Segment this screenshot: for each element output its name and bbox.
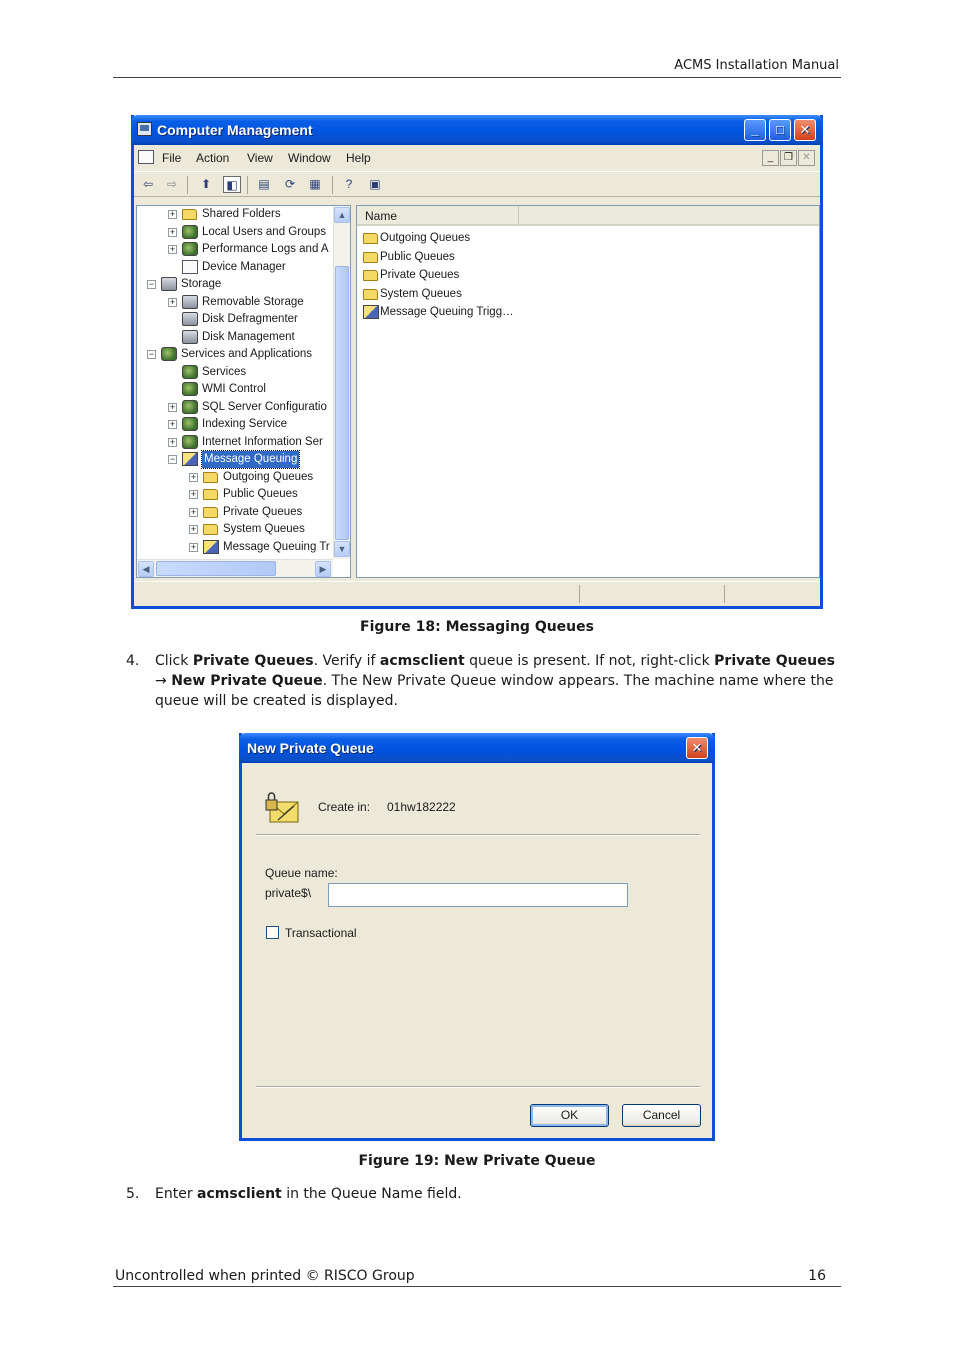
services-icon bbox=[182, 365, 198, 379]
tree-item[interactable] bbox=[137, 311, 332, 328]
queue-name-input[interactable] bbox=[328, 883, 628, 907]
menu-view[interactable]: View bbox=[247, 151, 273, 165]
tree-item[interactable] bbox=[137, 451, 332, 468]
collapse-icon[interactable]: − bbox=[148, 349, 155, 359]
step-5-text: Enter acmsclient in the Queue Name field. bbox=[155, 1186, 462, 1202]
scroll-thumb[interactable] bbox=[335, 266, 349, 540]
show-hide-tree-icon[interactable]: ◧ bbox=[223, 176, 241, 193]
tree-item-label[interactable]: Shared Folders bbox=[202, 208, 281, 220]
expand-icon[interactable]: + bbox=[190, 471, 197, 482]
tree-item[interactable] bbox=[137, 381, 332, 398]
message-queuing-icon bbox=[182, 452, 198, 466]
list-header bbox=[357, 206, 819, 226]
folder-icon bbox=[203, 489, 218, 500]
menu-bar bbox=[134, 145, 820, 171]
expand-icon[interactable]: + bbox=[169, 401, 176, 412]
expand-icon[interactable]: + bbox=[169, 419, 176, 429]
document-header bbox=[113, 57, 841, 78]
scroll-up-button[interactable]: ▲ bbox=[334, 207, 350, 223]
transactional-checkbox[interactable] bbox=[266, 926, 279, 939]
tree-item-label[interactable]: Storage bbox=[181, 278, 222, 290]
expand-icon[interactable]: + bbox=[190, 506, 197, 517]
queue-prefix: private$\ bbox=[265, 886, 312, 900]
help-icon[interactable]: ? bbox=[345, 177, 353, 191]
tree-horizontal-scrollbar[interactable] bbox=[137, 559, 333, 577]
scroll-down-button[interactable]: ▼ bbox=[334, 541, 350, 557]
tree-item[interactable] bbox=[137, 259, 332, 276]
maximize-button[interactable]: □ bbox=[769, 119, 791, 141]
details-pane bbox=[356, 205, 820, 578]
tree-item[interactable] bbox=[137, 504, 332, 521]
ok-button[interactable]: OK bbox=[530, 1104, 609, 1127]
document-footer bbox=[113, 1266, 841, 1287]
collapse-icon[interactable]: − bbox=[169, 454, 176, 464]
export-list-icon[interactable]: ▦ bbox=[309, 177, 321, 191]
dialog-separator-top bbox=[256, 834, 700, 836]
expand-icon[interactable]: + bbox=[169, 296, 176, 307]
tree-item[interactable] bbox=[137, 276, 332, 293]
list-item[interactable] bbox=[357, 304, 657, 321]
new-private-queue-dialog bbox=[239, 733, 715, 1141]
tree-item-label[interactable]: Message Queuing Tr bbox=[223, 540, 330, 553]
back-arrow-icon[interactable]: ⇦ bbox=[142, 177, 154, 191]
tree-item-label[interactable]: Disk Management bbox=[202, 330, 295, 343]
scroll-left-button[interactable]: ◀ bbox=[138, 561, 154, 577]
expand-icon[interactable]: + bbox=[190, 489, 197, 499]
tree-item[interactable] bbox=[137, 521, 332, 538]
manual-title: ACMS Installation Manual bbox=[674, 58, 839, 73]
step-4-text: Click Private Queues. Verify if acmsclient queue is present. If not, right-click Private Queues → New Private Queue. The New Private Queue window appears. The machine name where the queue will be created is displayed. bbox=[155, 653, 835, 709]
list-item[interactable] bbox=[357, 230, 657, 247]
page-number: 16 bbox=[808, 1268, 826, 1284]
properties-icon[interactable]: ▤ bbox=[258, 177, 270, 191]
tree-item[interactable] bbox=[137, 434, 332, 451]
tree-item[interactable] bbox=[137, 329, 332, 346]
tree-item[interactable] bbox=[137, 346, 332, 363]
list-item-label: System Queues bbox=[380, 287, 462, 300]
expand-icon[interactable]: + bbox=[190, 541, 197, 552]
tree-item-label[interactable]: System Queues bbox=[223, 523, 305, 535]
figure-18-caption: Figure 18: Messaging Queues bbox=[360, 619, 594, 635]
iis-icon bbox=[182, 435, 198, 449]
scroll-right-button[interactable]: ▶ bbox=[315, 561, 331, 577]
queue-name-label: Queue name: bbox=[265, 866, 338, 880]
tree-item[interactable] bbox=[137, 469, 332, 486]
defragmenter-icon bbox=[182, 312, 198, 326]
cancel-button[interactable]: Cancel bbox=[622, 1104, 701, 1127]
tree-item[interactable] bbox=[137, 294, 332, 311]
mdi-minimize-button[interactable]: _ bbox=[762, 150, 779, 166]
window-titlebar[interactable] bbox=[131, 115, 823, 145]
close-button[interactable]: ✕ bbox=[794, 119, 816, 141]
tree-item-label[interactable]: SQL Server Configuratio bbox=[202, 400, 327, 413]
minimize-button[interactable]: _ bbox=[744, 119, 766, 141]
sql-server-icon bbox=[182, 400, 198, 414]
show-description-icon[interactable]: ▣ bbox=[369, 177, 381, 191]
figure-19-caption: Figure 19: New Private Queue bbox=[358, 1153, 596, 1169]
disk-management-icon bbox=[182, 330, 198, 344]
list-item-label: Message Queuing Trigg… bbox=[380, 306, 514, 318]
tree-item-label[interactable]: WMI Control bbox=[202, 383, 266, 395]
toolbar bbox=[134, 171, 820, 197]
tree-item[interactable] bbox=[137, 241, 332, 258]
expand-icon[interactable]: + bbox=[169, 209, 176, 219]
tree-item-label[interactable]: Outgoing Queues bbox=[223, 470, 314, 483]
tree-item-label[interactable]: Disk Defragmenter bbox=[202, 313, 298, 325]
triggers-icon bbox=[203, 540, 219, 554]
triggers-icon bbox=[363, 305, 379, 319]
step-number: 4. bbox=[126, 653, 140, 669]
folder-icon bbox=[203, 507, 218, 518]
tree-item-label[interactable]: Internet Information Ser bbox=[202, 435, 323, 448]
refresh-icon[interactable]: ⟳ bbox=[284, 177, 296, 191]
tree-item-label[interactable]: Message Queuing bbox=[202, 451, 299, 468]
column-header-name[interactable]: Name bbox=[357, 206, 519, 226]
tree-item[interactable] bbox=[137, 416, 332, 433]
create-in-label: Create in: bbox=[318, 800, 371, 814]
dialog-separator-bottom bbox=[256, 1086, 700, 1088]
tree-pane bbox=[136, 205, 351, 578]
tree-item-label[interactable]: Private Queues bbox=[223, 505, 303, 518]
up-one-level-icon[interactable]: ⬆ bbox=[200, 177, 212, 191]
expand-icon[interactable]: + bbox=[169, 244, 176, 254]
tree-item[interactable] bbox=[137, 224, 332, 241]
list-item-label: Public Queues bbox=[380, 250, 455, 263]
folder-icon bbox=[363, 270, 378, 281]
dialog-titlebar[interactable] bbox=[239, 733, 715, 763]
dialog-close-button[interactable]: ✕ bbox=[686, 737, 708, 759]
computer-management-icon bbox=[137, 122, 152, 136]
footer-copyright: Uncontrolled when printed © RISCO Group bbox=[115, 1268, 415, 1284]
folder-icon bbox=[363, 233, 378, 244]
folder-icon bbox=[203, 472, 218, 483]
window-title: Computer Management bbox=[157, 122, 313, 138]
expand-icon[interactable]: + bbox=[190, 524, 197, 534]
mmc-console-icon bbox=[138, 150, 154, 164]
menu-action[interactable]: Action bbox=[196, 151, 230, 165]
performance-icon bbox=[182, 242, 198, 256]
list-item[interactable] bbox=[357, 267, 657, 284]
menu-file[interactable]: File bbox=[162, 151, 182, 165]
message-queue-lock-icon bbox=[264, 790, 300, 824]
list-item[interactable] bbox=[357, 249, 657, 266]
horizontal-scroll-thumb[interactable] bbox=[156, 561, 276, 576]
machine-name: 01hw182222 bbox=[387, 800, 456, 814]
forward-arrow-icon[interactable]: ⇨ bbox=[166, 177, 178, 191]
expand-icon[interactable]: + bbox=[169, 226, 176, 237]
folder-icon bbox=[363, 252, 378, 263]
folder-icon bbox=[363, 289, 378, 300]
tree-item[interactable] bbox=[137, 486, 332, 503]
storage-icon bbox=[161, 277, 177, 291]
list-item[interactable] bbox=[357, 286, 657, 303]
list-item-label: Outgoing Queues bbox=[380, 232, 471, 244]
indexing-icon bbox=[182, 417, 198, 431]
tree-item-label[interactable]: Local Users and Groups bbox=[202, 225, 327, 238]
tree-item-label[interactable]: Services and Applications bbox=[181, 348, 313, 360]
users-icon bbox=[182, 225, 198, 239]
tree-item[interactable] bbox=[137, 539, 332, 556]
list-item-label: Private Queues bbox=[380, 269, 460, 281]
menu-help[interactable]: Help bbox=[346, 151, 371, 165]
tree-vertical-scrollbar[interactable] bbox=[333, 206, 350, 559]
status-bar bbox=[134, 581, 820, 605]
tree-item[interactable] bbox=[137, 206, 332, 223]
folder-share-icon bbox=[182, 209, 197, 220]
folder-icon bbox=[203, 524, 218, 535]
services-apps-icon bbox=[161, 347, 177, 361]
step-number: 5. bbox=[126, 1186, 140, 1202]
device-manager-icon bbox=[182, 260, 198, 274]
tree-item-label[interactable]: Device Manager bbox=[202, 260, 286, 273]
tree-item-label[interactable]: Public Queues bbox=[223, 488, 298, 500]
mdi-restore-button[interactable]: ❐ bbox=[780, 150, 797, 166]
tree-item[interactable] bbox=[137, 364, 332, 381]
tree-item-label[interactable]: Indexing Service bbox=[202, 418, 288, 430]
transactional-label[interactable]: Transactional bbox=[285, 926, 357, 940]
computer-management-window bbox=[131, 115, 823, 609]
tree-item-label[interactable]: Performance Logs and A bbox=[202, 243, 329, 255]
collapse-icon[interactable]: − bbox=[148, 279, 155, 289]
tree-item-label[interactable]: Services bbox=[202, 365, 247, 378]
dialog-title: New Private Queue bbox=[247, 740, 374, 756]
menu-window[interactable]: Window bbox=[288, 151, 331, 165]
mdi-close-button[interactable]: ✕ bbox=[798, 150, 815, 166]
removable-storage-icon bbox=[182, 295, 198, 309]
wmi-icon bbox=[182, 382, 198, 396]
tree-item[interactable] bbox=[137, 399, 332, 416]
expand-icon[interactable]: + bbox=[169, 436, 176, 447]
tree-item-label[interactable]: Removable Storage bbox=[202, 295, 304, 308]
